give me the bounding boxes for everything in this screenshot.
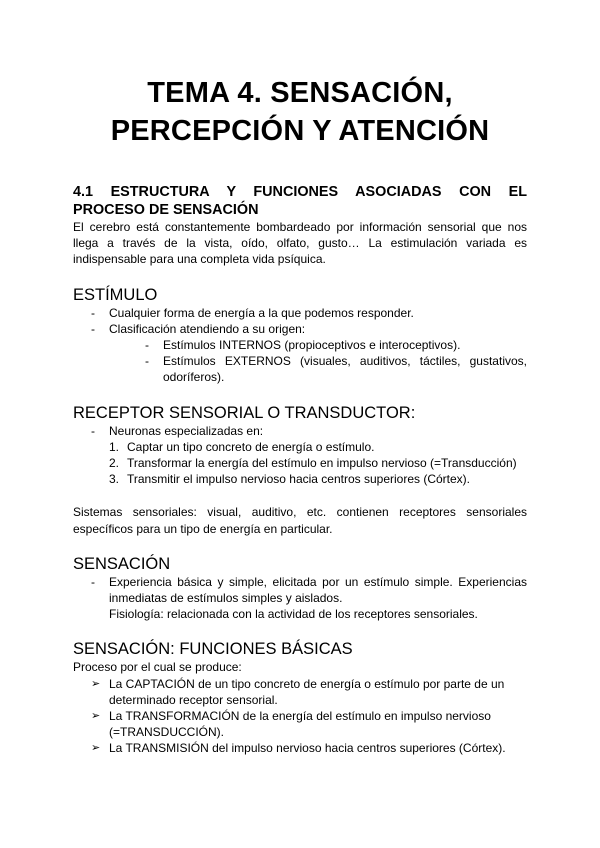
estimulo-heading: ESTÍMULO [73, 285, 158, 304]
section-heading-4-1-line2: PROCESO DE SENSACIÓN [73, 202, 259, 218]
arrow-bullet-icon: ➢ [91, 742, 101, 755]
dash-bullet: - [91, 305, 95, 320]
list-item: - Estímulos EXTERNOS (visuales, auditivos, táctiles, gustativos, odoríferos). [145, 354, 527, 385]
list-item: 1. Captar un tipo concreto de energía o estímulo. [109, 439, 375, 454]
list-item: 3. Transmitir el impulso nervioso hacia centros superiores (Córtex). [109, 472, 471, 487]
receptor-numbered-list [73, 439, 527, 488]
sensacion-heading: SENSACIÓN [73, 554, 171, 573]
intro-paragraph: El cerebro está constantemente bombardeado por información sensorial que nos llega a través de la vista, oído, olfato, gusto… La estimulación variada es indispensable para una completa vida psíquica. [73, 220, 527, 267]
title-line-1: TEMA 4. SENSACIÓN, [147, 77, 453, 109]
sistemas-paragraph: Sistemas sensoriales: visual, auditivo, etc. contienen receptores sensoriales específicos para un tipo de energía en particular. [73, 505, 527, 536]
list-item: ➢ La CAPTACIÓN de un tipo concreto de energía o estímulo por parte de un determinado receptor sensorial. [91, 676, 505, 707]
list-item: ➢ La TRANSFORMACIÓN de la energía del estímulo en impulso nervioso (=TRANSDUCCIÓN). [91, 709, 491, 740]
list-item: - Cualquier forma de energía a la que podemos responder. [91, 305, 414, 320]
list-item: - Experiencia básica y simple, elicitada por un estímulo simple. Experiencias inmediatas de estímulos simples y aislados. Fisiología: relacionada con la actividad de los receptores sensoriales. [91, 574, 527, 622]
estimulo-list [73, 305, 527, 337]
dash-bullet: - [91, 423, 95, 438]
title-line-2: PERCEPCIÓN Y ATENCIÓN [110, 115, 490, 147]
funciones-intro: Proceso por el cual se produce: [73, 660, 242, 675]
receptor-heading: RECEPTOR SENSORIAL O TRANSDUCTOR: [73, 403, 416, 422]
list-item: - Estímulos INTERNOS (propioceptivos e interoceptivos). [145, 338, 461, 353]
list-item: - Neuronas especializadas en: [91, 423, 264, 438]
sensacion-list [73, 574, 527, 623]
dash-bullet: - [145, 354, 149, 369]
list-item: - Clasificación atendiendo a su origen: [91, 321, 306, 336]
funciones-list [73, 676, 527, 757]
arrow-bullet-icon: ➢ [91, 710, 101, 723]
funciones-heading: SENSACIÓN: FUNCIONES BÁSICAS [73, 640, 353, 659]
document-body [73, 183, 527, 757]
list-item: ➢ La TRANSMISIÓN del impulso nervioso hacia centros superiores (Córtex). [91, 741, 506, 756]
receptor-list [73, 423, 527, 439]
section-heading-4-1-line1: 4.1 ESTRUCTURA Y FUNCIONES ASOCIADAS CON EL [73, 184, 527, 200]
dash-bullet: - [91, 574, 95, 589]
list-item: 2. Transformar la energía del estímulo en impulso nervioso (=Transducción) [109, 456, 517, 471]
page-title [0, 74, 600, 150]
dash-bullet: - [91, 321, 95, 336]
dash-bullet: - [145, 338, 149, 353]
estimulo-sublist [73, 337, 527, 386]
arrow-bullet-icon: ➢ [91, 677, 101, 690]
